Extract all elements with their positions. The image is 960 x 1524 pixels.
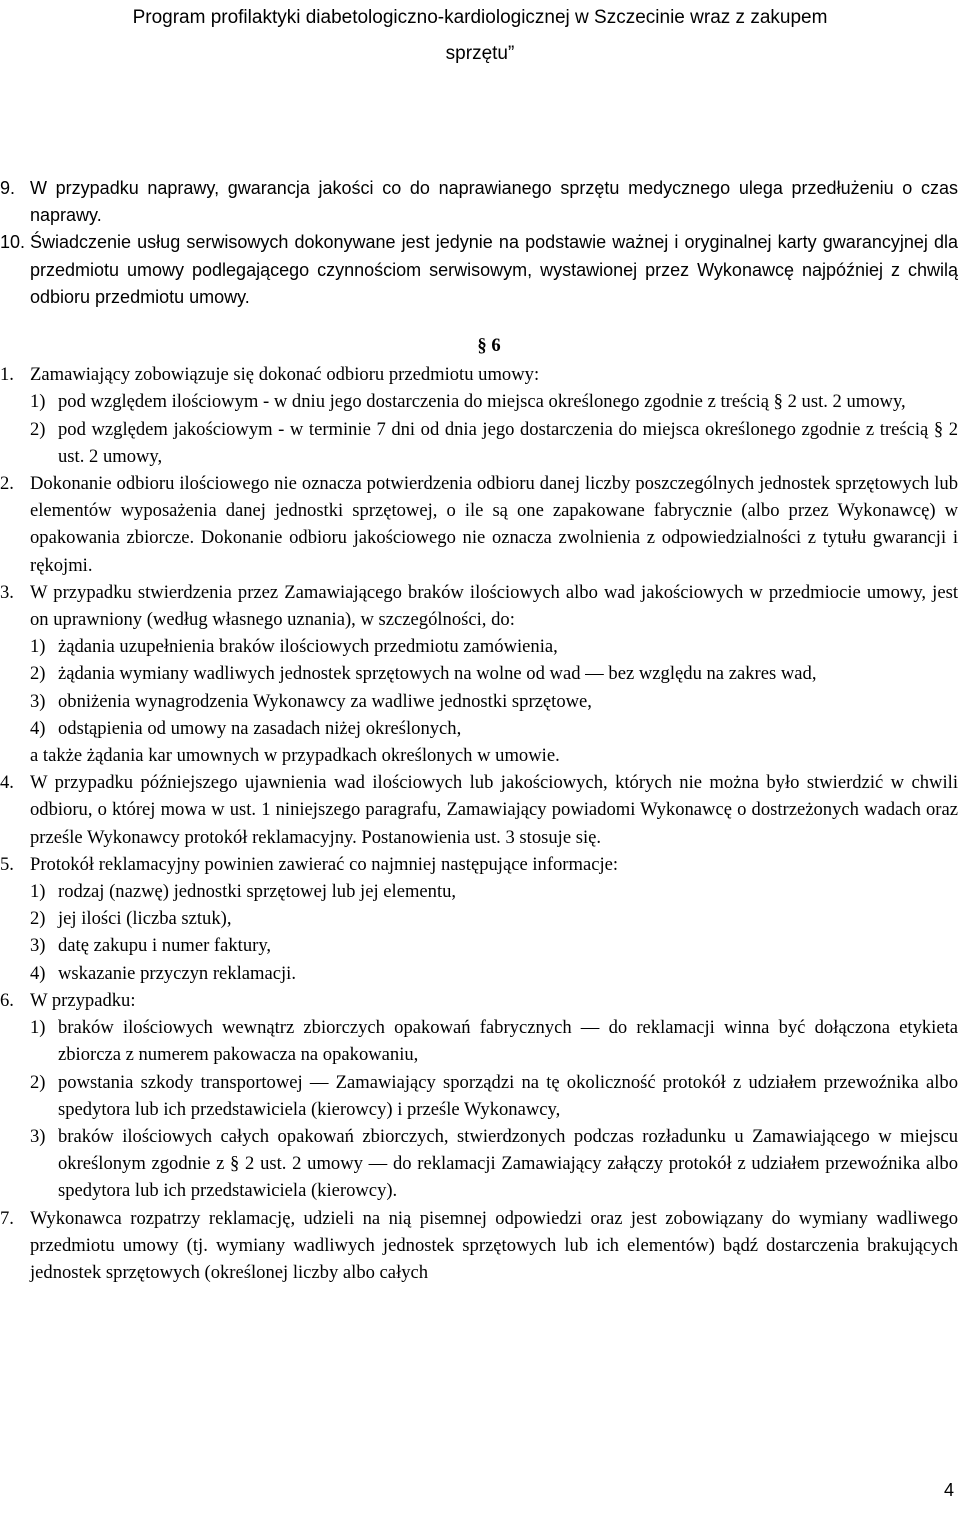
sub-number: 2) bbox=[30, 1071, 46, 1093]
sub-number: 3) bbox=[30, 690, 46, 712]
item-number: 2. bbox=[0, 473, 14, 495]
sub-text: żądania uzupełnienia braków ilościowych przedmiotu zamówienia, bbox=[58, 636, 558, 658]
item-number: 4. bbox=[0, 772, 14, 794]
sub-number: 2) bbox=[30, 663, 46, 685]
sub-number: 1) bbox=[30, 1017, 46, 1039]
item-text: W przypadku stwierdzenia przez Zamawiającego braków ilościowych albo wad jakościowych w przedmiocie umowy, jest on uprawniony (według własnego uznania), w szczególności, do: bbox=[30, 581, 958, 631]
sub-text: odstąpienia od umowy na zasadach niżej określonych, bbox=[58, 717, 462, 739]
sub-number: 2) bbox=[30, 418, 46, 440]
item-number: 1. bbox=[0, 364, 14, 386]
item-number: 3. bbox=[0, 581, 14, 603]
sub-number: 2) bbox=[30, 908, 46, 930]
sub-text: datę zakupu i numer faktury, bbox=[58, 935, 272, 957]
sub-number: 1) bbox=[30, 636, 46, 658]
item-7 bbox=[0, 1205, 958, 1287]
item-1 bbox=[0, 361, 958, 388]
item-5-sub-2 bbox=[0, 905, 958, 932]
sub-text: braków ilościowych wewnątrz zbiorczych opakowań fabrycznych — do reklamacji winna być dołączona etykieta zbiorcza z numerem pakowacza na opakowaniu, bbox=[58, 1017, 958, 1066]
sub-text: żądania wymiany wadliwych jednostek sprzętowych na wolne od wad — bez względu na zakres wad, bbox=[58, 663, 817, 685]
sub-text: pod względem jakościowym - w terminie 7 dni od dnia jego dostarczenia do miejsca określonego zgodnie z treścią § 2 ust. 2 umowy, bbox=[58, 418, 958, 467]
item-3-tail: a także żądania kar umownych w przypadkach określonych w umowie. bbox=[30, 745, 560, 767]
item-3-sub-2 bbox=[0, 660, 958, 687]
item-6 bbox=[0, 987, 958, 1014]
item-1-sub-2 bbox=[0, 416, 958, 470]
sub-number: 1) bbox=[30, 881, 46, 903]
item-6-sub-2 bbox=[0, 1069, 958, 1123]
item-5-sub-4 bbox=[0, 960, 958, 987]
item-5-sub-3 bbox=[0, 932, 958, 959]
sub-text: obniżenia wynagrodzenia Wykonawcy za wadliwe jednostki sprzętowe, bbox=[58, 690, 592, 712]
item-3-sub-4 bbox=[0, 715, 958, 742]
sub-text: powstania szkody transportowej — Zamawiający sporządzi na tę okoliczność protokół z udziałem przewoźnika albo spedytora lub ich przedstawiciela (kierowcy) i prześle Wykonawcy, bbox=[58, 1071, 958, 1120]
sub-text: wskazanie przyczyn reklamacji. bbox=[58, 962, 296, 984]
item-6-sub-1 bbox=[0, 1014, 958, 1068]
paragraph-text: W przypadku naprawy, gwarancja jakości co do naprawianego sprzętu medycznego ulega przedłużeniu o czas naprawy. bbox=[30, 178, 958, 226]
page-number: 4 bbox=[943, 1480, 954, 1500]
item-number: 7. bbox=[0, 1207, 14, 1229]
item-text: Dokonanie odbioru ilościowego nie oznacza potwierdzenia odbioru danej liczby poszczególnych jednostek sprzętowych lub elementów wyposażenia danej jednostki sprzętowej, o ile są one zapakowane fabrycznie (albo przez Wykonawcę) w opakowania zbiorcze. Dokonanie odbioru jakościowego nie oznacza zwolnienia z odpowiedzialności z tytułu gwarancji i rękojmi. bbox=[30, 473, 958, 576]
item-number: 5. bbox=[0, 853, 14, 875]
item-4 bbox=[0, 769, 958, 851]
paragraph-text: Świadczenie usług serwisowych dokonywane jest jedynie na podstawie ważnej i oryginalnej karty gwarancyjnej dla przedmiotu umowy podlegającego czynnościom serwisowym, wystawionej przez Wykonawcę najpóźniej z chwilą odbioru przedmiotu umowy. bbox=[30, 232, 958, 307]
item-1-sub-1 bbox=[0, 388, 958, 415]
document-body bbox=[0, 175, 958, 1286]
item-text: Protokół reklamacyjny powinien zawierać co najmniej następujące informacje: bbox=[30, 853, 619, 875]
item-text: Wykonawca rozpatrzy reklamację, udzieli na nią pisemnej odpowiedzi oraz jest zobowiązany do wymiany wadliwego przedmiotu umowy (tj. wymiany wadliwych jednostek sprzętowych lub ich elementów) bądź dostarczenia brakujących jednostek sprzętowych (określonej liczby albo całych bbox=[30, 1207, 958, 1283]
item-6-sub-3 bbox=[0, 1123, 958, 1205]
section-heading: § 6 bbox=[477, 335, 501, 357]
sub-text: braków ilościowych całych opakowań zbiorczych, stwierdzonych podczas rozładunku u Zamawiającego w miejscu określonym zgodnie z § 2 ust. 2 umowy — do reklamacji Zamawiający załączy protokół z udziałem przewoźnika albo spedytora lub ich przedstawiciela (kierowcy). bbox=[58, 1125, 958, 1202]
sub-number: 3) bbox=[30, 935, 46, 957]
paragraph-9 bbox=[0, 175, 958, 229]
sub-number: 4) bbox=[30, 717, 46, 739]
item-text: W przypadku: bbox=[30, 989, 136, 1011]
item-text: Zamawiający zobowiązuje się dokonać odbioru przedmiotu umowy: bbox=[30, 364, 540, 386]
sub-text: jej ilości (liczba sztuk), bbox=[58, 908, 232, 930]
item-5 bbox=[0, 851, 958, 878]
item-3-sub-1 bbox=[0, 633, 958, 660]
paragraph-10 bbox=[0, 229, 958, 311]
item-3-sub-3 bbox=[0, 688, 958, 715]
sub-number: 1) bbox=[30, 391, 46, 413]
item-number: 6. bbox=[0, 989, 14, 1011]
paragraph-number: 9. bbox=[0, 178, 16, 198]
header-line-1: Program profilaktyki diabetologiczno-kardiologicznej w Szczecinie wraz z zakupem bbox=[132, 7, 828, 28]
header-line-2: sprzętu” bbox=[445, 43, 515, 64]
sub-text: rodzaj (nazwę) jednostki sprzętowej lub jej elementu, bbox=[58, 881, 457, 903]
sub-number: 4) bbox=[30, 962, 46, 984]
item-2 bbox=[0, 470, 958, 579]
item-3 bbox=[0, 579, 958, 633]
document-header bbox=[0, 0, 960, 72]
item-5-sub-1 bbox=[0, 878, 958, 905]
sub-number: 3) bbox=[30, 1125, 46, 1147]
sub-text: pod względem ilościowym - w dniu jego dostarczenia do miejsca określonego zgodnie z treścią § 2 ust. 2 umowy, bbox=[58, 391, 906, 413]
item-text: W przypadku późniejszego ujawnienia wad ilościowych lub jakościowych, których nie można było stwierdzić w chwili odbioru, o której mowa w ust. 1 niniejszego paragrafu, Zamawiający powiadomi Wykonawcę o dostrzeżonych wadach oraz prześle Wykonawcy protokół reklamacyjny. Postanowienia ust. 3 stosuje się. bbox=[30, 772, 958, 848]
paragraph-number: 10. bbox=[0, 232, 26, 253]
